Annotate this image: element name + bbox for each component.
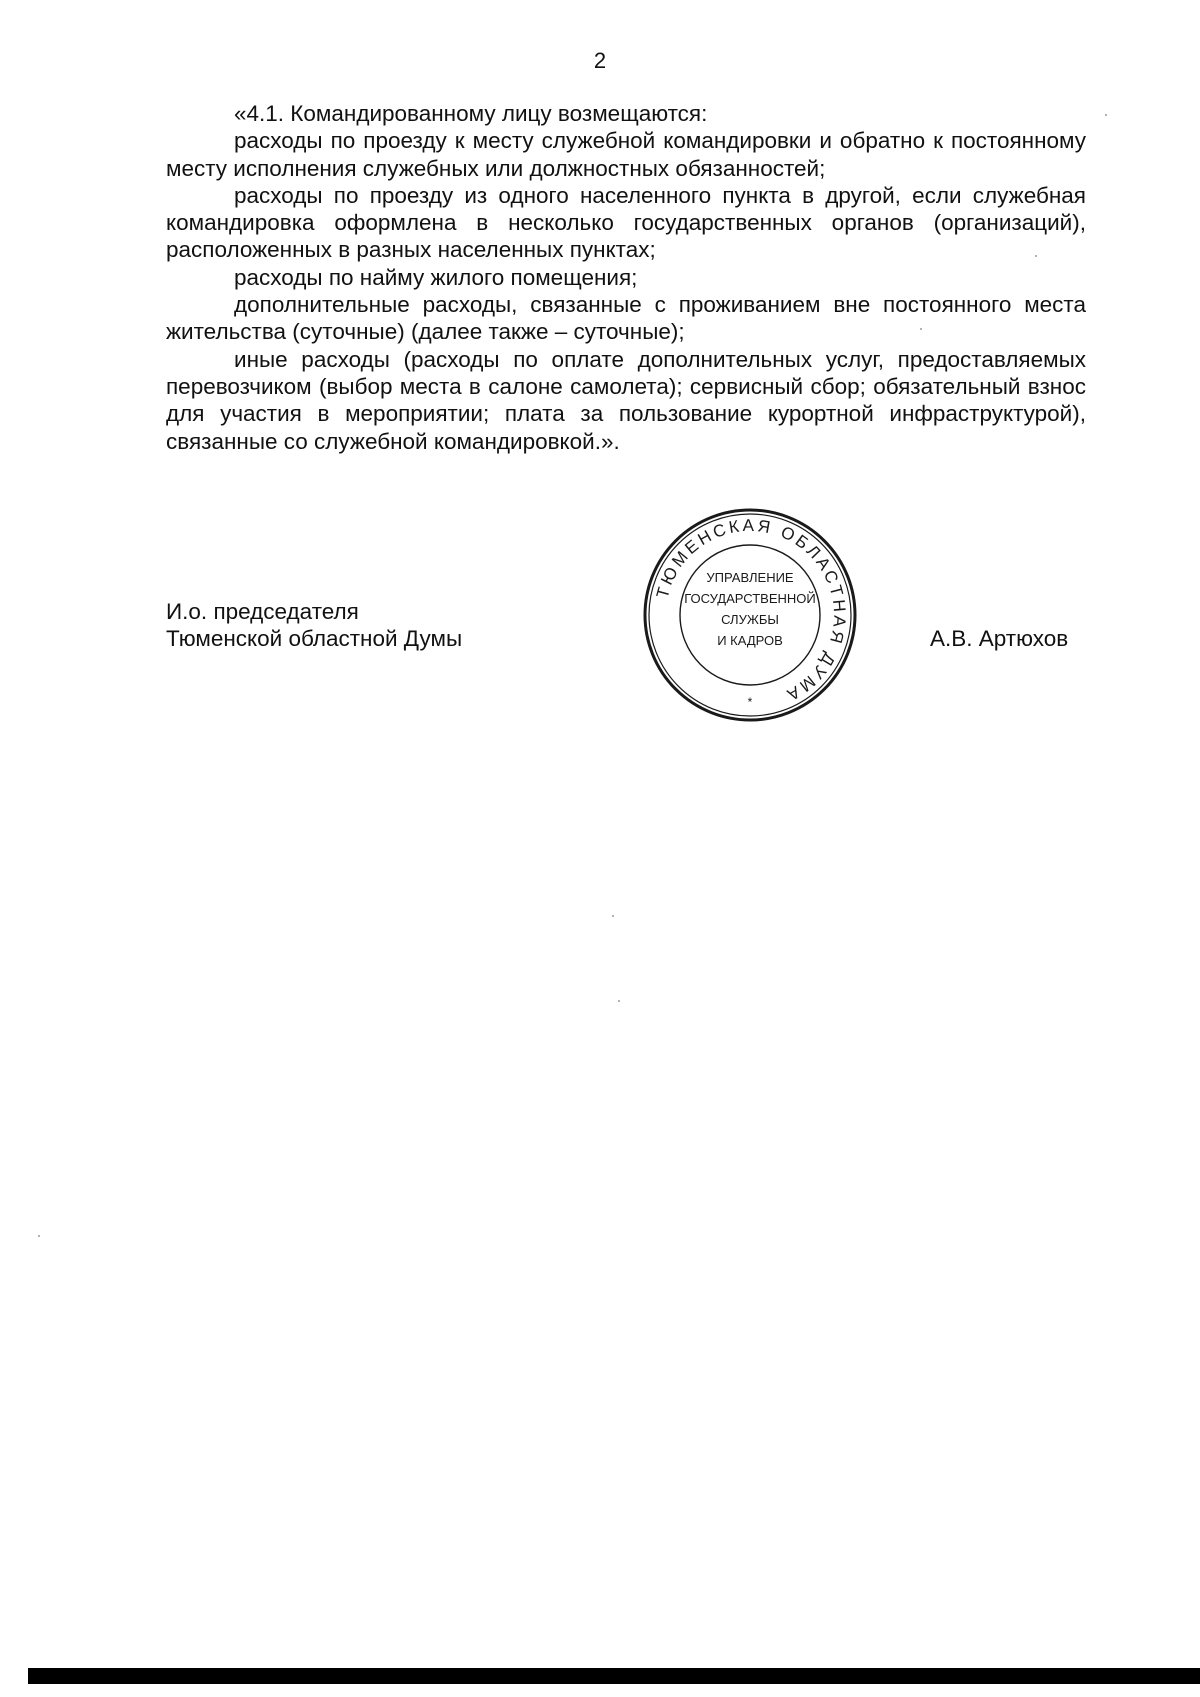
signatory-position-line-2: Тюменской областной Думы: [166, 626, 463, 651]
page-number: 2: [593, 48, 607, 73]
stamp-inner-line-4: И КАДРОВ: [717, 633, 783, 648]
stamp-inner-line-1: УПРАВЛЕНИЕ: [706, 570, 794, 585]
stamp-outer-text-path: ТЮМЕНСКАЯ ОБЛАСТНАЯ ДУМА: [652, 515, 850, 706]
scan-speck: [612, 915, 614, 917]
signatory-position-line-1: И.о. председателя: [166, 599, 359, 624]
document-body: [166, 100, 1086, 455]
paragraph-intercity-expenses: расходы по проезду из одного населенного пункта в другой, если служебная командировка оформлена в несколько государственных органов (организаций), расположенных в разных населенных пунктах;: [166, 182, 1086, 263]
paragraph-travel-expenses: расходы по проезду к месту служебной командировки и обратно к постоянному месту исполнения служебных или должностных обязанностей;: [166, 128, 1086, 181]
stamp-seal-graphic: [640, 505, 860, 725]
official-stamp: [640, 505, 860, 725]
paragraph-housing-expenses: расходы по найму жилого помещения;: [234, 264, 638, 290]
stamp-inner-line-3: СЛУЖБЫ: [721, 612, 779, 627]
scan-speck: [38, 1235, 40, 1237]
signatory-position: [166, 598, 462, 652]
paragraph-other-expenses: иные расходы (расходы по оплате дополнительных услуг, предоставляемых перевозчиком (выбор места в салоне самолета); сервисный сбор; обязательный взнос для участия в мероприятии; плата за пользование курортной инфраструктурой), связанные со служебной командировкой.».: [166, 346, 1086, 454]
paragraph-daily-allowance: дополнительные расходы, связанные с проживанием вне постоянного места жительства (суточные) (далее также – суточные);: [166, 292, 1086, 345]
signatory-name: А.В. Артюхов: [930, 626, 1069, 651]
stamp-star-icon: *: [747, 695, 753, 709]
scan-speck: [618, 1000, 620, 1002]
scan-speck: [1035, 255, 1037, 257]
paragraph-heading: «4.1. Командированному лицу возмещаются:: [234, 101, 708, 126]
scan-edge-bar: [28, 1668, 1200, 1684]
scan-speck: [920, 328, 922, 330]
scan-speck: [1105, 114, 1107, 116]
stamp-inner-line-2: ГОСУДАРСТВЕННОЙ: [684, 591, 816, 606]
